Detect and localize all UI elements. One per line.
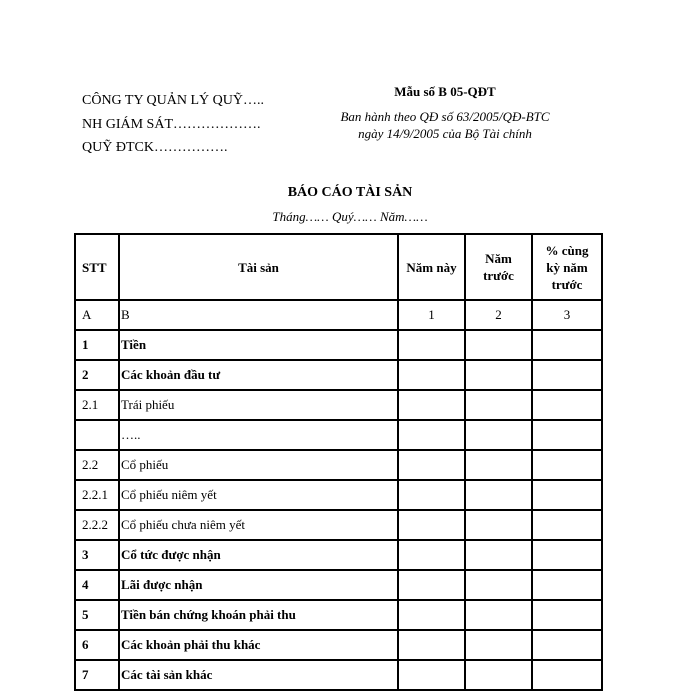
row-this-year: [398, 360, 465, 390]
table-row: [75, 300, 602, 330]
issued-line-1: Ban hành theo QĐ số 63/2005/QĐ-BTC: [340, 109, 550, 124]
row-prev-year: [465, 510, 532, 540]
row-prev-year: [465, 600, 532, 630]
company-line: CÔNG TY QUẢN LÝ QUỸ…..: [82, 93, 264, 108]
row-stt: 2.2.1: [75, 480, 119, 510]
row-pct: 3: [532, 300, 602, 330]
row-this-year: 1: [398, 300, 465, 330]
asset-table: [74, 233, 603, 691]
row-asset-name: Trái phiếu: [119, 390, 398, 420]
row-pct: [532, 360, 602, 390]
row-this-year: [398, 600, 465, 630]
row-stt: 2.2: [75, 450, 119, 480]
row-asset-name: …..: [119, 420, 398, 450]
row-prev-year: [465, 390, 532, 420]
row-asset-name: Cổ phiếu chưa niêm yết: [119, 510, 398, 540]
row-pct: [532, 330, 602, 360]
row-stt: 2.2.2: [75, 510, 119, 540]
row-stt: 3: [75, 540, 119, 570]
row-this-year: [398, 540, 465, 570]
row-this-year: [398, 480, 465, 510]
row-pct: [532, 480, 602, 510]
table-row: [75, 420, 602, 450]
row-asset-name: Tiền bán chứng khoán phải thu: [119, 600, 398, 630]
supervisor-line: NH GIÁM SÁT……………….: [82, 116, 261, 132]
fund-info-block: [82, 89, 264, 160]
row-prev-year: [465, 420, 532, 450]
row-pct: [532, 600, 602, 630]
row-asset-name: Tiền: [119, 330, 398, 360]
row-this-year: [398, 660, 465, 690]
form-info-block: [316, 83, 574, 142]
header-pct-line1: % cùng: [545, 242, 589, 258]
row-asset-name: Các khoản phải thu khác: [119, 630, 398, 660]
header-stt: STT: [75, 234, 119, 300]
header-prev-year: [465, 234, 532, 300]
row-this-year: [398, 420, 465, 450]
row-pct: [532, 630, 602, 660]
row-prev-year: [465, 450, 532, 480]
row-prev-year: [465, 630, 532, 660]
header-prev-year-line2: trước: [483, 268, 514, 283]
row-pct: [532, 660, 602, 690]
row-this-year: [398, 450, 465, 480]
row-prev-year: [465, 570, 532, 600]
row-pct: [532, 450, 602, 480]
table-row: [75, 540, 602, 570]
row-stt: 5: [75, 600, 119, 630]
table-row: [75, 390, 602, 420]
row-asset-name: Cổ tức được nhận: [119, 540, 398, 570]
row-this-year: [398, 630, 465, 660]
table-row: [75, 570, 602, 600]
row-prev-year: [465, 660, 532, 690]
row-stt: 2: [75, 360, 119, 390]
form-code: Mẫu số B 05-QĐT: [394, 84, 496, 99]
table-row: [75, 360, 602, 390]
row-this-year: [398, 570, 465, 600]
table-row: [75, 510, 602, 540]
row-stt: A: [75, 300, 119, 330]
header-pct: [532, 234, 602, 300]
row-prev-year: [465, 540, 532, 570]
header-pct-line2: kỳ năm: [546, 259, 588, 275]
row-this-year: [398, 330, 465, 360]
row-stt: [75, 420, 119, 450]
row-prev-year: [465, 480, 532, 510]
row-asset-name: Cổ phiếu: [119, 450, 398, 480]
row-stt: 1: [75, 330, 119, 360]
table-row: [75, 630, 602, 660]
row-asset-name: Cổ phiếu niêm yết: [119, 480, 398, 510]
table-row: [75, 330, 602, 360]
row-stt: 4: [75, 570, 119, 600]
row-prev-year: [465, 360, 532, 390]
row-pct: [532, 390, 602, 420]
header-prev-year-line1: Năm: [485, 251, 512, 266]
row-prev-year: [465, 330, 532, 360]
row-this-year: [398, 390, 465, 420]
table-row: [75, 450, 602, 480]
table-row: [75, 600, 602, 630]
row-stt: 6: [75, 630, 119, 660]
fund-line: QUỸ ĐTCK…………….: [82, 140, 228, 155]
row-pct: [532, 540, 602, 570]
header-asset: Tài sản: [119, 234, 398, 300]
row-pct: [532, 510, 602, 540]
row-pct: [532, 570, 602, 600]
report-title: BÁO CÁO TÀI SẢN: [287, 185, 413, 200]
issued-line-2: ngày 14/9/2005 của Bộ Tài chính: [358, 126, 532, 141]
row-asset-name: Lãi được nhận: [119, 570, 398, 600]
header-pct-line3: trước: [551, 276, 583, 292]
table-header-row: [75, 234, 602, 300]
row-asset-name: Các khoản đầu tư: [119, 360, 398, 390]
table-row: [75, 660, 602, 690]
row-stt: 7: [75, 660, 119, 690]
report-period: Tháng…… Quý…… Năm……: [272, 209, 428, 224]
row-prev-year: 2: [465, 300, 532, 330]
header-this-year: Năm này: [398, 234, 465, 300]
row-pct: [532, 420, 602, 450]
row-asset-name: Các tài sản khác: [119, 660, 398, 690]
row-this-year: [398, 510, 465, 540]
row-stt: 2.1: [75, 390, 119, 420]
table-row: [75, 480, 602, 510]
row-asset-name: B: [119, 300, 398, 330]
